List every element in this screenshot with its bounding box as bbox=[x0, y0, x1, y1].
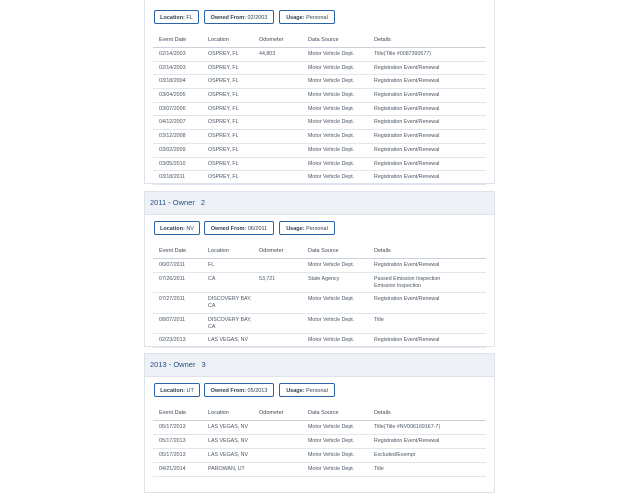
owner-heading-text: 2011 - Owner bbox=[150, 198, 195, 207]
table-cell: Registration Event/Renewal bbox=[374, 146, 440, 153]
table-cell: Registration Event/Renewal bbox=[374, 64, 440, 71]
owned-from-pill-value: 06/2011 bbox=[247, 226, 268, 232]
table-cell: LAS VEGAS, NV bbox=[208, 337, 249, 343]
owned-from-pill[interactable] bbox=[204, 383, 274, 397]
usage-pill[interactable] bbox=[279, 221, 335, 235]
column-header: Data Source bbox=[308, 248, 339, 254]
history-table bbox=[153, 407, 486, 477]
table-cell: 02/23/2013 bbox=[159, 337, 186, 343]
owner-heading bbox=[145, 191, 494, 215]
table-row bbox=[153, 62, 486, 76]
column-header: Location bbox=[208, 37, 229, 43]
table-cell: 08/07/2011 bbox=[159, 316, 186, 323]
table-cell: State Agency bbox=[308, 275, 340, 282]
usage-pill-value: Personal bbox=[306, 15, 328, 21]
table-cell: LAS VEGAS, NV bbox=[208, 452, 249, 458]
table-header-row bbox=[153, 34, 486, 48]
owner-heading bbox=[145, 353, 494, 377]
usage-pill-label: Usage: bbox=[286, 388, 305, 394]
table-cell: Title(Title #0087390577) bbox=[374, 51, 432, 57]
table-cell: Registration Event/Renewal bbox=[374, 92, 440, 99]
table-cell: Motor Vehicle Dept. bbox=[308, 296, 355, 302]
owner-number: 3 bbox=[201, 360, 206, 369]
table-cell: Motor Vehicle Dept. bbox=[308, 262, 355, 268]
table-cell: Motor Vehicle Dept. bbox=[308, 174, 355, 181]
table-row bbox=[153, 293, 486, 314]
table-cell: 03/18/2004 bbox=[159, 78, 186, 85]
table-cell: OSPREY, FL bbox=[208, 51, 239, 57]
table-row bbox=[153, 435, 486, 449]
table-row bbox=[153, 334, 486, 348]
table-cell: DISCOVERY BAY, CA bbox=[208, 296, 252, 309]
location-pill-label: Location: bbox=[160, 226, 185, 232]
table-row bbox=[153, 48, 486, 62]
table-cell: OSPREY, FL bbox=[208, 174, 239, 181]
owned-from-pill-label: Owned From: bbox=[210, 15, 247, 21]
column-header: Event Date bbox=[159, 37, 187, 43]
owned-from-pill[interactable] bbox=[204, 221, 274, 235]
table-cell: Motor Vehicle Dept. bbox=[308, 146, 355, 153]
table-cell: Motor Vehicle Dept. bbox=[308, 78, 355, 85]
table-cell: OSPREY, FL bbox=[208, 64, 239, 71]
usage-pill[interactable] bbox=[279, 10, 335, 24]
table-cell: Registration Event/Renewal bbox=[374, 262, 440, 268]
table-cell: 03/18/2011 bbox=[159, 174, 186, 181]
table-cell: Registration Event/Renewal bbox=[374, 160, 440, 167]
column-header: Data Source bbox=[308, 410, 339, 416]
table-cell: 07/26/2011 bbox=[159, 275, 186, 282]
location-pill-label: Location: bbox=[160, 15, 185, 21]
column-header: Event Date bbox=[159, 410, 187, 416]
owned-from-pill[interactable] bbox=[204, 10, 274, 24]
table-cell: FL bbox=[208, 262, 215, 268]
owner-2-card bbox=[144, 191, 495, 347]
table-cell: Title bbox=[374, 466, 384, 472]
location-pill-value: NV bbox=[186, 226, 194, 232]
table-cell: CA bbox=[208, 275, 216, 282]
usage-pill-label: Usage: bbox=[286, 15, 305, 21]
table-row bbox=[153, 171, 486, 185]
owned-from-pill-value: 05/2013 bbox=[247, 388, 268, 394]
table-cell: OSPREY, FL bbox=[208, 119, 239, 126]
table-row bbox=[153, 314, 486, 335]
column-header: Odometer bbox=[259, 248, 284, 254]
table-cell: 05/17/2013 bbox=[159, 424, 186, 430]
column-header: Details bbox=[374, 248, 391, 254]
table-cell: PAROWAN, UT bbox=[208, 466, 245, 472]
location-pill[interactable] bbox=[154, 383, 200, 397]
table-cell: Motor Vehicle Dept. bbox=[308, 119, 355, 126]
usage-pill-value: Personal bbox=[306, 388, 328, 394]
column-header: Location bbox=[208, 248, 229, 254]
table-cell: OSPREY, FL bbox=[208, 160, 239, 167]
table-cell: 04/21/2014 bbox=[159, 466, 186, 472]
history-table bbox=[153, 245, 486, 348]
table-row bbox=[153, 273, 486, 294]
table-cell: 05/17/2013 bbox=[159, 452, 186, 458]
table-cell: Motor Vehicle Dept. bbox=[308, 51, 355, 57]
table-cell: 07/27/2011 bbox=[159, 296, 186, 302]
table-header-row bbox=[153, 245, 486, 259]
table-cell: Motor Vehicle Dept. bbox=[308, 64, 355, 71]
column-header: Location bbox=[208, 410, 229, 416]
column-header: Data Source bbox=[308, 37, 339, 43]
table-cell: OSPREY, FL bbox=[208, 133, 239, 140]
table-row bbox=[153, 75, 486, 89]
column-header: Details bbox=[374, 37, 391, 43]
table-cell: 03/04/2005 bbox=[159, 92, 186, 99]
table-cell: Motor Vehicle Dept. bbox=[308, 105, 355, 112]
table-row bbox=[153, 89, 486, 103]
table-cell: 44,803 bbox=[259, 51, 276, 57]
column-header: Details bbox=[374, 410, 391, 416]
table-header-row bbox=[153, 407, 486, 421]
usage-pill[interactable] bbox=[279, 383, 335, 397]
table-cell: 03/07/2006 bbox=[159, 105, 186, 112]
table-cell: Registration Event/Renewal bbox=[374, 337, 440, 343]
table-cell: Registration Event/Renewal bbox=[374, 78, 440, 85]
owner-heading-text: 2013 - Owner bbox=[150, 360, 196, 369]
table-cell: Registration Event/Renewal bbox=[374, 296, 440, 302]
table-cell: Motor Vehicle Dept. bbox=[308, 133, 355, 140]
table-row bbox=[153, 103, 486, 117]
table-cell: Registration Event/Renewal bbox=[374, 438, 440, 444]
table-cell: LAS VEGAS, NV bbox=[208, 438, 249, 444]
table-cell: Motor Vehicle Dept. bbox=[308, 316, 355, 323]
location-pill[interactable] bbox=[154, 10, 199, 24]
table-row bbox=[153, 158, 486, 172]
column-header: Event Date bbox=[159, 248, 187, 254]
table-cell: 05/17/2013 bbox=[159, 438, 186, 444]
owned-from-pill-value: 02/2003 bbox=[247, 15, 268, 21]
table-cell: 03/05/2010 bbox=[159, 160, 186, 167]
usage-pill-value: Personal bbox=[306, 226, 328, 232]
table-cell: Excluded/Exempt bbox=[374, 452, 416, 458]
usage-pill-label: Usage: bbox=[286, 226, 305, 232]
table-cell: Registration Event/Renewal bbox=[374, 119, 440, 126]
table-cell: Motor Vehicle Dept. bbox=[308, 337, 355, 343]
table-row bbox=[153, 144, 486, 158]
table-cell: 06/07/2011 bbox=[159, 262, 186, 268]
table-cell: DISCOVERY BAY, CA bbox=[208, 316, 252, 330]
owner-summary bbox=[145, 383, 494, 405]
table-row bbox=[153, 463, 486, 477]
table-row bbox=[153, 116, 486, 130]
table-cell: LAS VEGAS, NV bbox=[208, 424, 249, 430]
owner-summary bbox=[145, 10, 494, 32]
table-cell: Motor Vehicle Dept. bbox=[308, 424, 355, 430]
table-row bbox=[153, 259, 486, 273]
table-cell: 02/14/2003 bbox=[159, 64, 186, 71]
table-cell: Passed Emission Inspection Emission Inspection bbox=[374, 275, 441, 289]
table-cell: OSPREY, FL bbox=[208, 78, 239, 85]
owner-3-card bbox=[144, 353, 495, 493]
location-pill[interactable] bbox=[154, 221, 200, 235]
table-cell: Motor Vehicle Dept. bbox=[308, 466, 355, 472]
location-pill-value: UT bbox=[186, 388, 194, 394]
table-cell: Title(Title #NV006169167-7) bbox=[374, 424, 441, 430]
table-cell: Motor Vehicle Dept. bbox=[308, 452, 355, 458]
column-header: Odometer bbox=[259, 410, 284, 416]
owned-from-pill-label: Owned From: bbox=[210, 388, 247, 394]
owner-1-card bbox=[144, 0, 495, 184]
table-cell: OSPREY, FL bbox=[208, 105, 239, 112]
table-row bbox=[153, 421, 486, 435]
table-cell: Registration Event/Renewal bbox=[374, 105, 440, 112]
table-cell: Title bbox=[374, 316, 384, 323]
table-cell: Registration Event/Renewal bbox=[374, 133, 440, 140]
table-cell: Motor Vehicle Dept. bbox=[308, 92, 355, 99]
history-table bbox=[153, 34, 486, 185]
location-pill-label: Location: bbox=[160, 388, 185, 394]
table-row bbox=[153, 449, 486, 463]
table-cell: 02/14/2003 bbox=[159, 51, 186, 57]
owned-from-pill-label: Owned From: bbox=[210, 226, 247, 232]
location-pill-value: FL bbox=[186, 15, 193, 21]
table-cell: OSPREY, FL bbox=[208, 146, 239, 153]
table-cell: Motor Vehicle Dept. bbox=[308, 438, 355, 444]
table-cell: Registration Event/Renewal bbox=[374, 174, 440, 181]
table-cell: OSPREY, FL bbox=[208, 92, 239, 99]
column-header: Odometer bbox=[259, 37, 284, 43]
owner-summary bbox=[145, 221, 494, 243]
table-cell: 03/12/2008 bbox=[159, 133, 186, 140]
table-cell: 03/02/2009 bbox=[159, 146, 186, 153]
table-cell: 53,721 bbox=[259, 275, 276, 282]
table-cell: 04/12/2007 bbox=[159, 119, 186, 126]
table-row bbox=[153, 130, 486, 144]
table-cell: Motor Vehicle Dept. bbox=[308, 160, 355, 167]
owner-number: 2 bbox=[200, 198, 206, 207]
